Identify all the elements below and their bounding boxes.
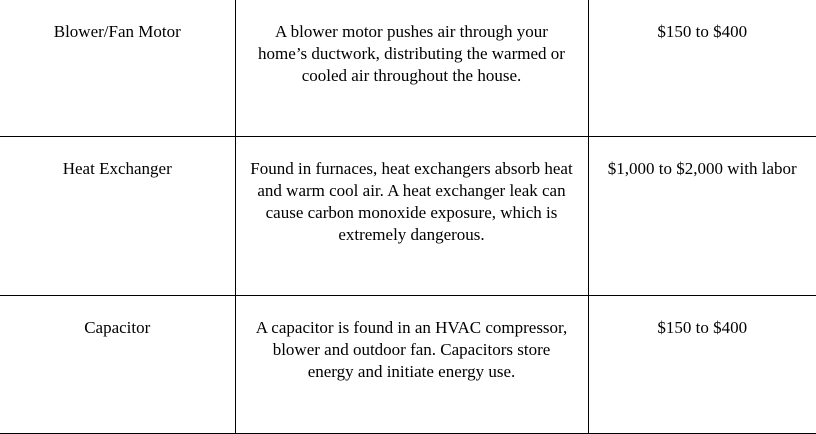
table-row [0, 136, 816, 295]
table-row [0, 0, 816, 136]
part-cost-cell: $1,000 to $2,000 with labor [588, 136, 816, 295]
part-cost-cell: $150 to $400 [588, 0, 816, 136]
part-name-cell: Heat Exchanger [0, 136, 235, 295]
part-name-cell: Capacitor [0, 295, 235, 433]
part-cost-cell: $150 to $400 [588, 295, 816, 433]
part-description-cell: A capacitor is found in an HVAC compressor, blower and outdoor fan. Capacitors store energy and initiate energy use. [235, 295, 588, 433]
table-row [0, 295, 816, 433]
part-description-cell: Found in furnaces, heat exchangers absorb heat and warm cool air. A heat exchanger leak can cause carbon monoxide exposure, which is extremely dangerous. [235, 136, 588, 295]
part-name-cell: Blower/Fan Motor [0, 0, 235, 136]
part-description-cell: A blower motor pushes air through your home’s ductwork, distributing the warmed or cooled air throughout the house. [235, 0, 588, 136]
